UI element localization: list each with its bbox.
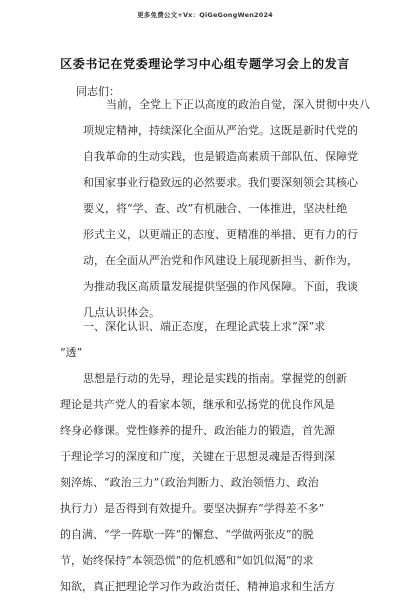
paragraph-2-line: 的自满、“学一阵歇一阵”的懈怠、“学做两张皮”的脱 [60,528,314,541]
paragraph-2-line: 执行力）是否得到有效提升。要坚决摒弃“学得差不多” [60,502,325,515]
paragraph-2-line: 思想是行动的先导，理论是实践的指南。掌握党的创新 [83,372,347,385]
header-note: 更多免费公文+Vx：QiGeGongWen2024 [137,11,273,19]
paragraph-2-line: 理论是共产党人的看家本领，继承和弘扬党的优良作风是 [60,398,335,411]
paragraph-1 [60,92,370,326]
paragraph-2-line: 终身必修课。党性修养的提升、政治能力的锻造，首先源 [60,424,335,437]
paragraph-1-line: 几点认识体会。 [83,306,160,319]
paragraph-1-line: 为推动我区高质量发展提供坚强的作风保障。下面，我谈 [83,280,358,293]
section-1-heading [60,314,346,366]
paragraph-1-line: 项规定精神，持续深化全面从严治党。这既是新时代党的 [83,124,358,137]
paragraph-1-line: 动，在全面从严治党和作风建设上展现新担当、新作为， [83,254,358,267]
paragraph-2-line: 于理论学习的深度和广度，关键在于思想灵魂是否得到深 [60,450,335,463]
paragraph-1-line: 形式主义，以更端正的态度、更精准的举措、更有力的行 [83,228,358,241]
paragraph-1-line: 自我革命的生动实践，也是锻造高素质干部队伍、保障党 [83,150,358,163]
salutation: 同志们： [76,85,120,98]
paragraph-2-line: 刻淬炼、“政治三力”（政治判断力、政治领悟力、政治 [60,476,319,489]
paragraph-1-line: 和国家事业行稳致远的必然要求。我们要深刻领会其核心 [83,176,358,189]
document-title: 区委书记在党委理论学习中心组专题学习会上的发言 [60,57,350,71]
paragraph-2-line: 节，始终保持“本领恐慌”的危机感和“如饥似渴”的求 [60,554,314,567]
section-1-heading-line: “透” [60,346,83,359]
section-1-heading-line: 一、深化认识、端正态度，在理论武装上求“深”求 [83,320,326,333]
paragraph-1-line: 当前，全党上下正以高度的政治自觉，深入贯彻中央八 [106,98,370,111]
paragraph-2-line: 知欲，真正把理论学习作为政治责任、精神追求和生活方 [60,580,335,593]
paragraph-1-line: 要义，将“学、查、改”有机融合、一体推进，坚决杜绝 [83,202,348,215]
paragraph-2 [60,366,346,600]
